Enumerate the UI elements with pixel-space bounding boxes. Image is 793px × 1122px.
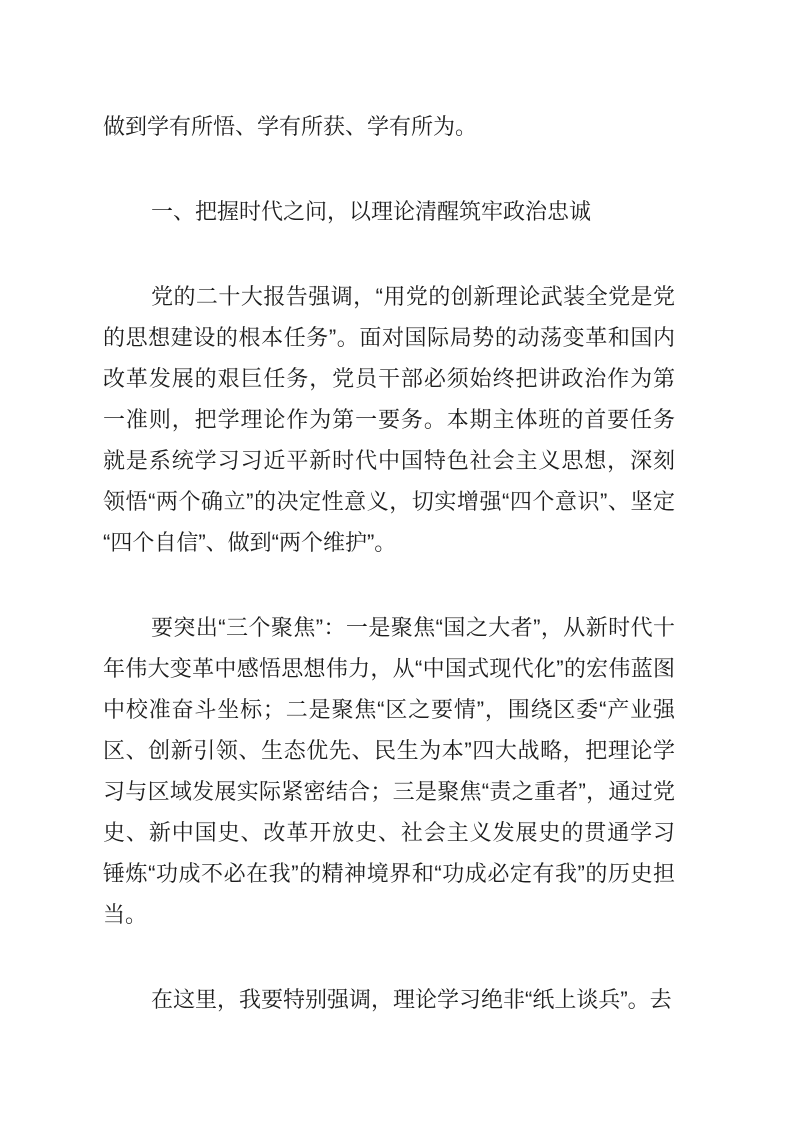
text-line: 一、把握时代之问，以理论清醒筑牢政治忠诚: [151, 199, 592, 224]
paragraph: [103, 276, 675, 563]
section-heading: [103, 191, 675, 232]
text-line: 史、新中国史、改革开放史、社会主义发展史的贯通学习: [103, 820, 675, 845]
text-line: 锤炼“功成不必在我”的精神境界和“功成必定有我”的历史担: [103, 861, 675, 886]
text-line: 的思想建设的根本任务”。面对国际局势的动荡变革和国内: [103, 325, 675, 350]
text-line: 做到学有所悟、学有所获、学有所为。: [103, 114, 478, 139]
paragraph: [103, 979, 675, 1020]
text-line: 当。: [103, 902, 148, 927]
text-line: 在这里，我要特别强调，理论学习绝非“纸上谈兵”。去: [151, 987, 672, 1012]
text-line: 改革发展的艰巨任务，党员干部必须始终把讲政治作为第: [103, 366, 675, 391]
text-line: 年伟大变革中感悟思想伟力，从“中国式现代化”的宏伟蓝图: [103, 656, 675, 681]
text-line: 党的二十大报告强调，“用党的创新理论武装全党是党: [151, 284, 675, 309]
text-line: 一准则，把学理论作为第一要务。本期主体班的首要任务: [103, 407, 675, 432]
paragraph: [103, 607, 675, 935]
text-line: 要突出“三个聚焦”：一是聚焦“国之大者”，从新时代十: [151, 615, 675, 640]
document-text: [103, 106, 675, 1020]
text-line: 中校准奋斗坐标；二是聚焦“区之要情”，围绕区委“产业强: [103, 697, 675, 722]
text-line: 区、创新引领、生态优先、民生为本”四大战略，把理论学: [103, 738, 675, 763]
text-line: 就是系统学习习近平新时代中国特色社会主义思想，深刻: [103, 448, 675, 473]
text-line: 领悟“两个确立”的决定性意义，切实增强“四个意识”、坚定: [103, 489, 675, 514]
text-line: 习与区域发展实际紧密结合；三是聚焦“责之重者”，通过党: [103, 779, 675, 804]
paragraph-continuation: [103, 106, 675, 147]
text-line: “四个自信”、做到“两个维护”。: [103, 530, 397, 555]
